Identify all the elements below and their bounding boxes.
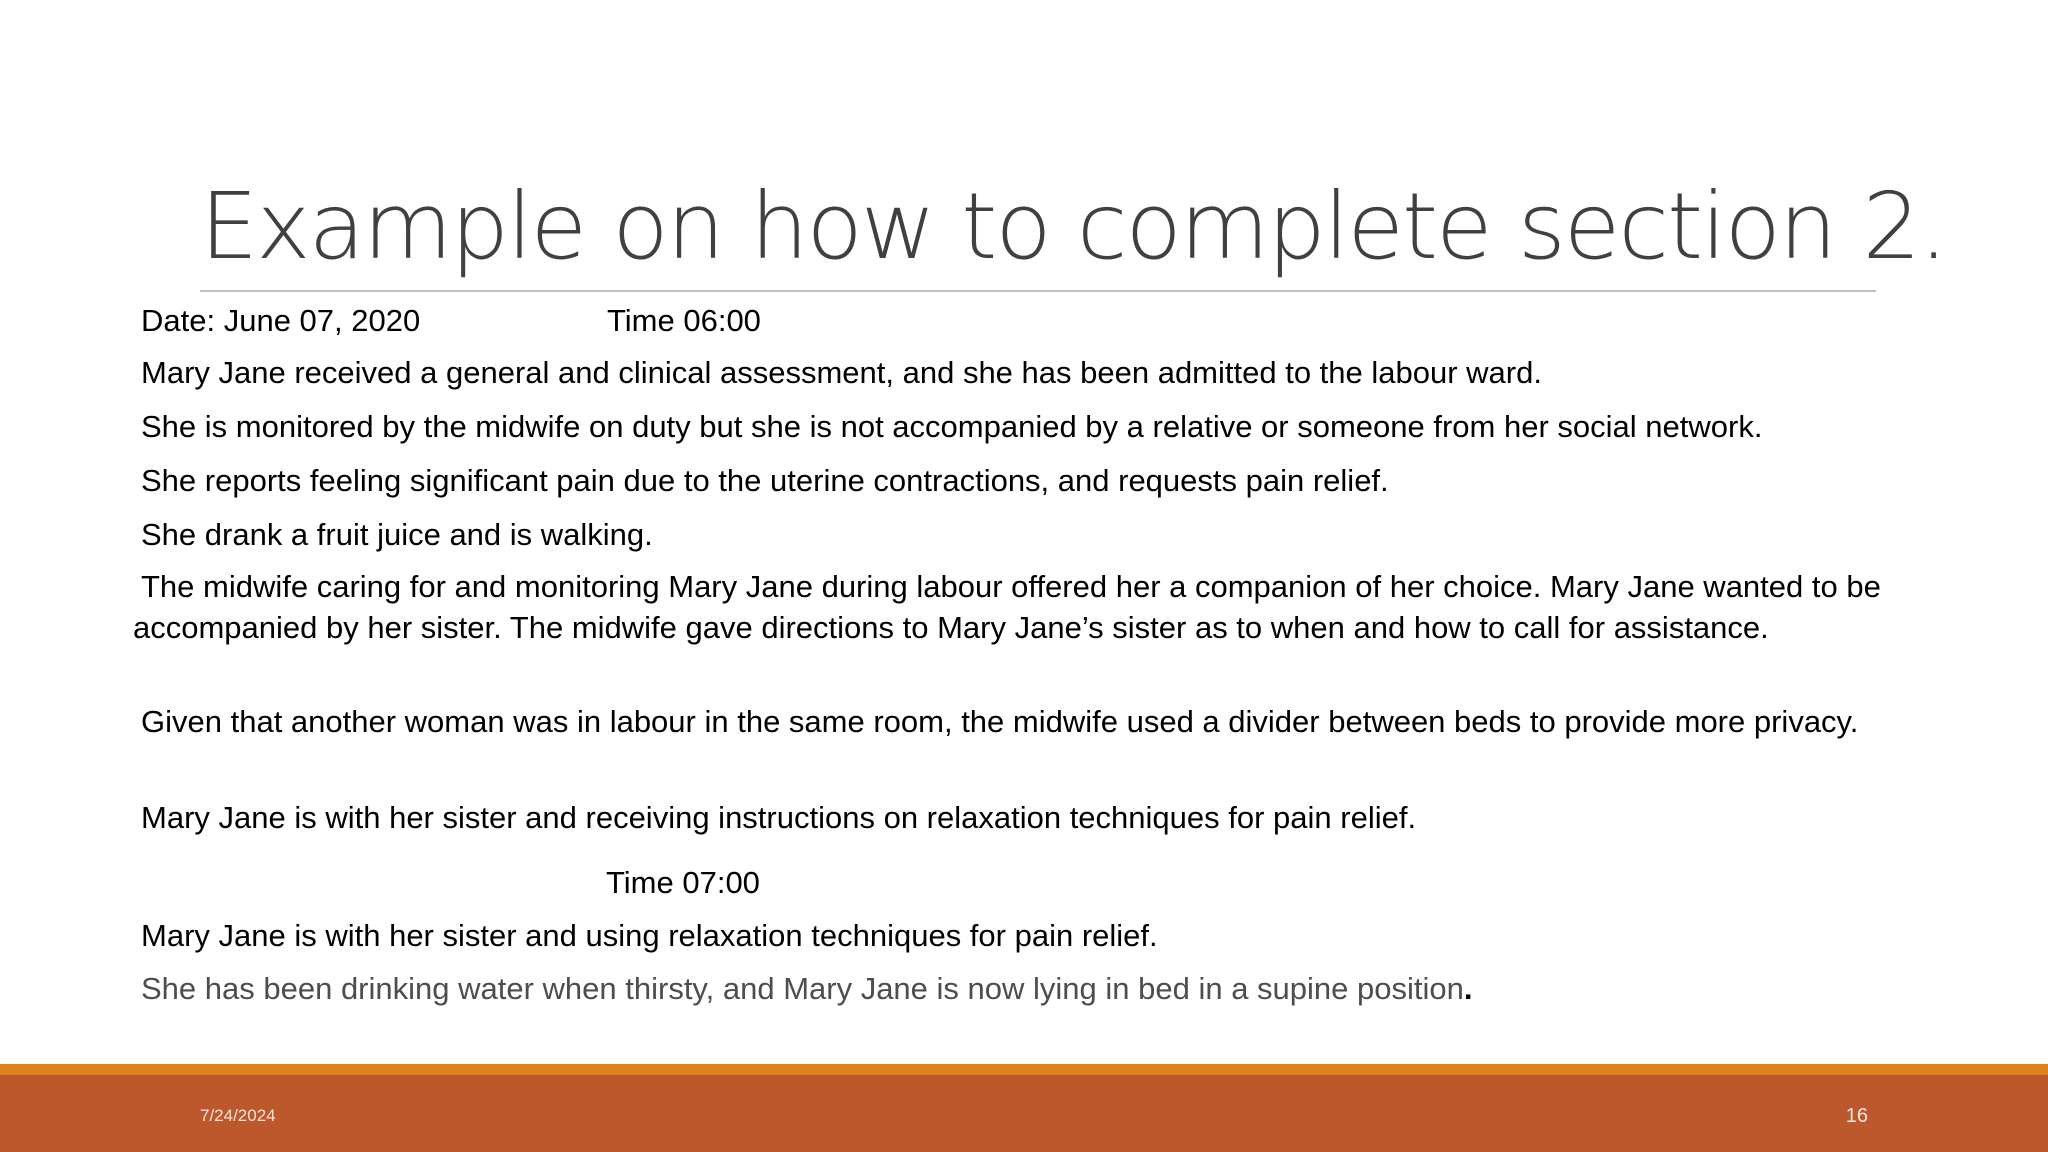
paragraph-position-text: She has been drinking water when thirsty, and Mary Jane is now lying in bed in a supine position xyxy=(141,971,1464,1006)
paragraph-relaxation-instructions: Mary Jane is with her sister and receiving instructions on relaxation techniques for pain relief. xyxy=(141,800,1417,835)
footer-band xyxy=(0,1075,2048,1152)
paragraph-position-period: . xyxy=(1463,971,1473,1006)
paragraph-walking: She drank a fruit juice and is walking. xyxy=(141,517,653,552)
paragraph-position xyxy=(141,969,1472,1009)
paragraph-assessment: Mary Jane received a general and clinical assessment, and she has been admitted to the labour ward. xyxy=(141,355,1542,390)
paragraph-pain: She reports feeling significant pain due to the uterine contractions, and requests pain relief. xyxy=(141,463,1389,498)
paragraph-companion xyxy=(133,566,1893,648)
paragraph-relaxation: Mary Jane is with her sister and using relaxation techniques for pain relief. xyxy=(141,918,1158,953)
title-divider xyxy=(200,290,1876,292)
time-heading-0700: Time 07:00 xyxy=(606,865,760,900)
footer-date: 7/24/2024 xyxy=(200,1106,276,1125)
slide-number: 16 xyxy=(1845,1105,1868,1127)
paragraph-monitoring: She is monitored by the midwife on duty but she is not accompanied by a relative or someone from her social network. xyxy=(141,409,1763,444)
paragraph-privacy xyxy=(133,701,1893,742)
footer-accent-bar xyxy=(0,1064,2048,1075)
slide-title: Example on how to complete section 2. xyxy=(200,173,1947,280)
date-line: Date: June 07, 2020 xyxy=(141,303,421,338)
time-heading-0600: Time 06:00 xyxy=(607,303,761,338)
paragraph-privacy-text: Given that another woman was in labour in the same room, the midwife used a divider between beds to provide more privacy. xyxy=(141,704,1859,739)
paragraph-companion-text: The midwife caring for and monitoring Mary Jane during labour offered her a companion of her choice. Mary Jane wanted to be accompanied by her sister. The midwife gave directions to Mary Jane’s sister as to when and how to call for assistance. xyxy=(133,569,1881,645)
